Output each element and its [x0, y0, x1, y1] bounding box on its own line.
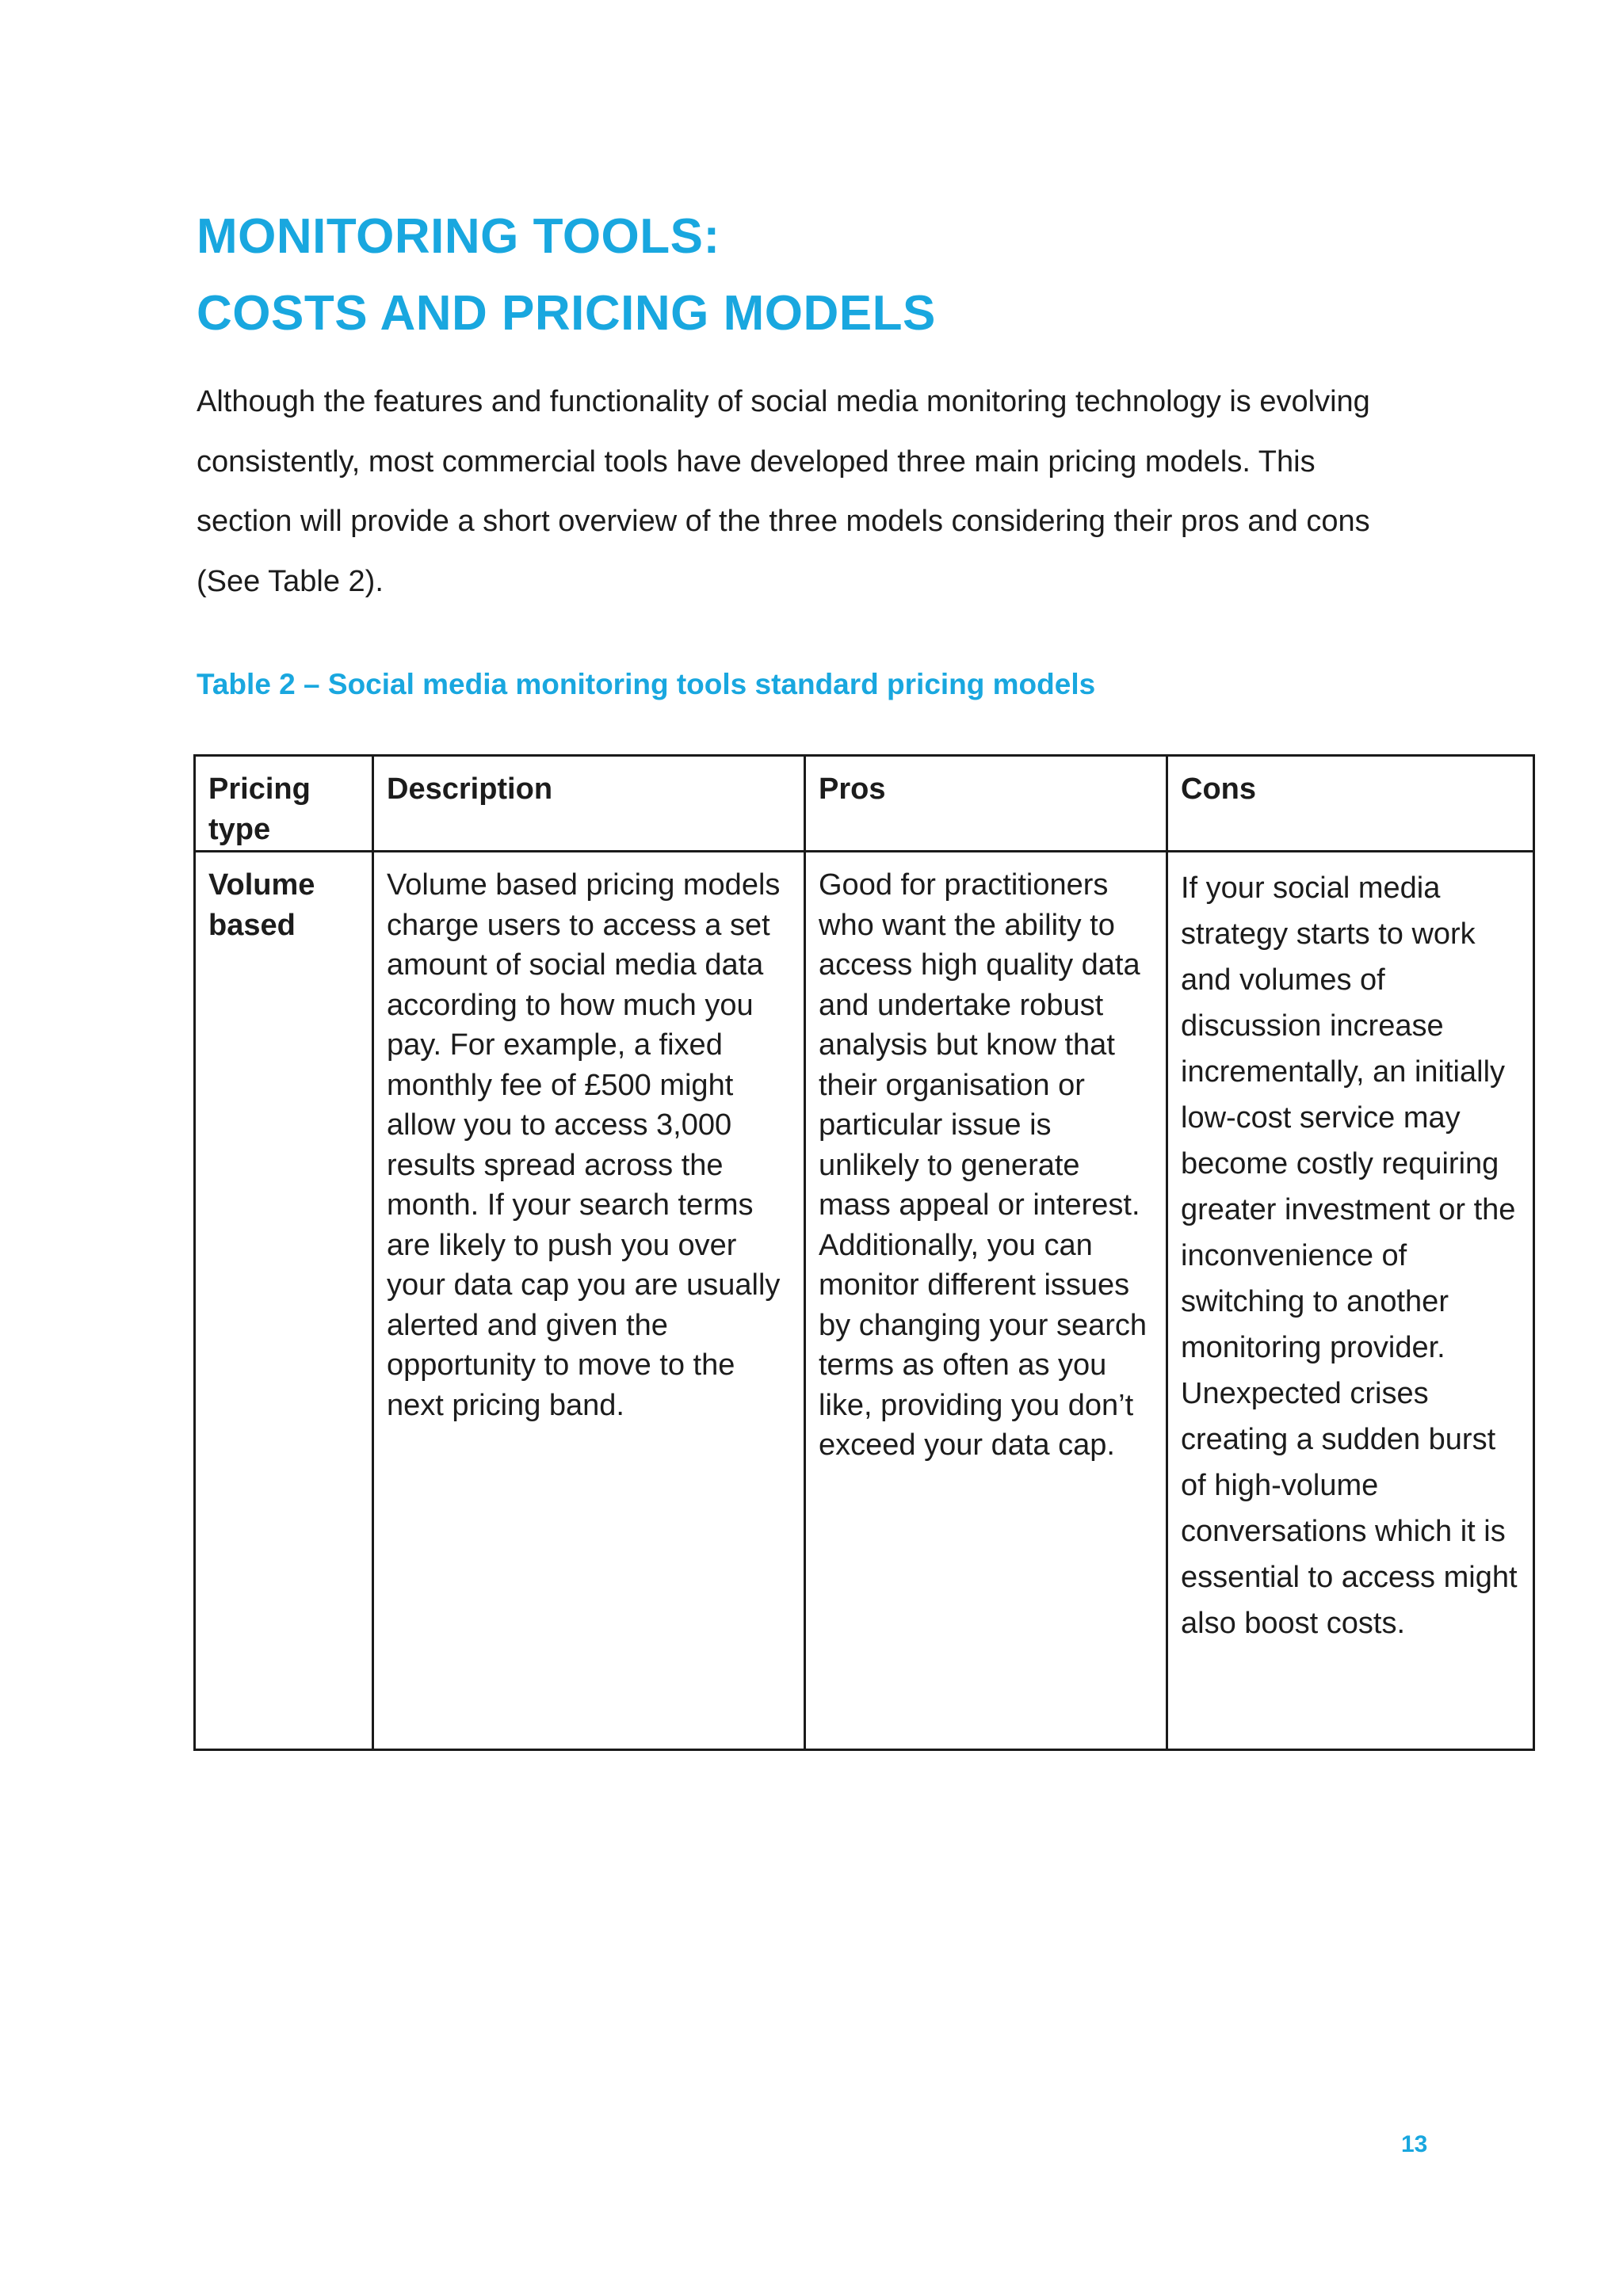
intro-line: (See Table 2).: [197, 564, 384, 598]
intro-line: consistently, most commercial tools have developed three main pricing models. This: [197, 444, 1316, 479]
header-pros: Pros: [805, 756, 1167, 852]
intro-paragraph: [197, 372, 1433, 612]
header-pricing-type: Pricing type: [195, 756, 373, 852]
header-cons: Cons: [1167, 756, 1534, 852]
header-description: Description: [373, 756, 805, 852]
page-number: 13: [1401, 2131, 1428, 2157]
table-caption: Table 2 – Social media monitoring tools standard pricing models: [197, 668, 1096, 700]
page-title-line-1: MONITORING TOOLS:: [197, 209, 720, 264]
cell-description: Volume based pricing models charge users to access a set amount of social media data according to how much you pay. For example, a fixed monthly fee of £500 might allow you to access 3,000 results spread across the month. If your search terms are likely to push you over your data cap you are usually alerted and given the opportunity to move to the next pricing band.: [373, 852, 805, 1750]
page-title: [197, 198, 936, 352]
pricing-models-table: [193, 754, 1535, 1751]
table-row: [195, 852, 1534, 1750]
intro-line: Although the features and functionality of social media monitoring technology is evolving: [197, 385, 1370, 418]
cell-cons: If your social media strategy starts to work and volumes of discussion increase incrementally, an initially low-cost service may become costly requiring greater investment or the inconvenience of switching to another monitoring provider. Unexpected crises creating a sudden burst of high-volume conversations which it is essential to access might also boost costs.: [1167, 852, 1534, 1750]
page-title-line-2: COSTS AND PRICING MODELS: [197, 286, 936, 341]
cell-pricing-type: Volume based: [195, 852, 373, 1750]
intro-line: section will provide a short overview of the three models considering their pros and cons: [197, 505, 1370, 538]
table-header-row: [195, 756, 1534, 852]
cell-pros: Good for practitioners who want the ability to access high quality data and undertake robust analysis but know that their organisation or particular issue is unlikely to generate mass appeal or interest. Additionally, you can monitor different issues by changing your search terms as often as you like, providing you don’t exceed your data cap.: [805, 852, 1167, 1750]
